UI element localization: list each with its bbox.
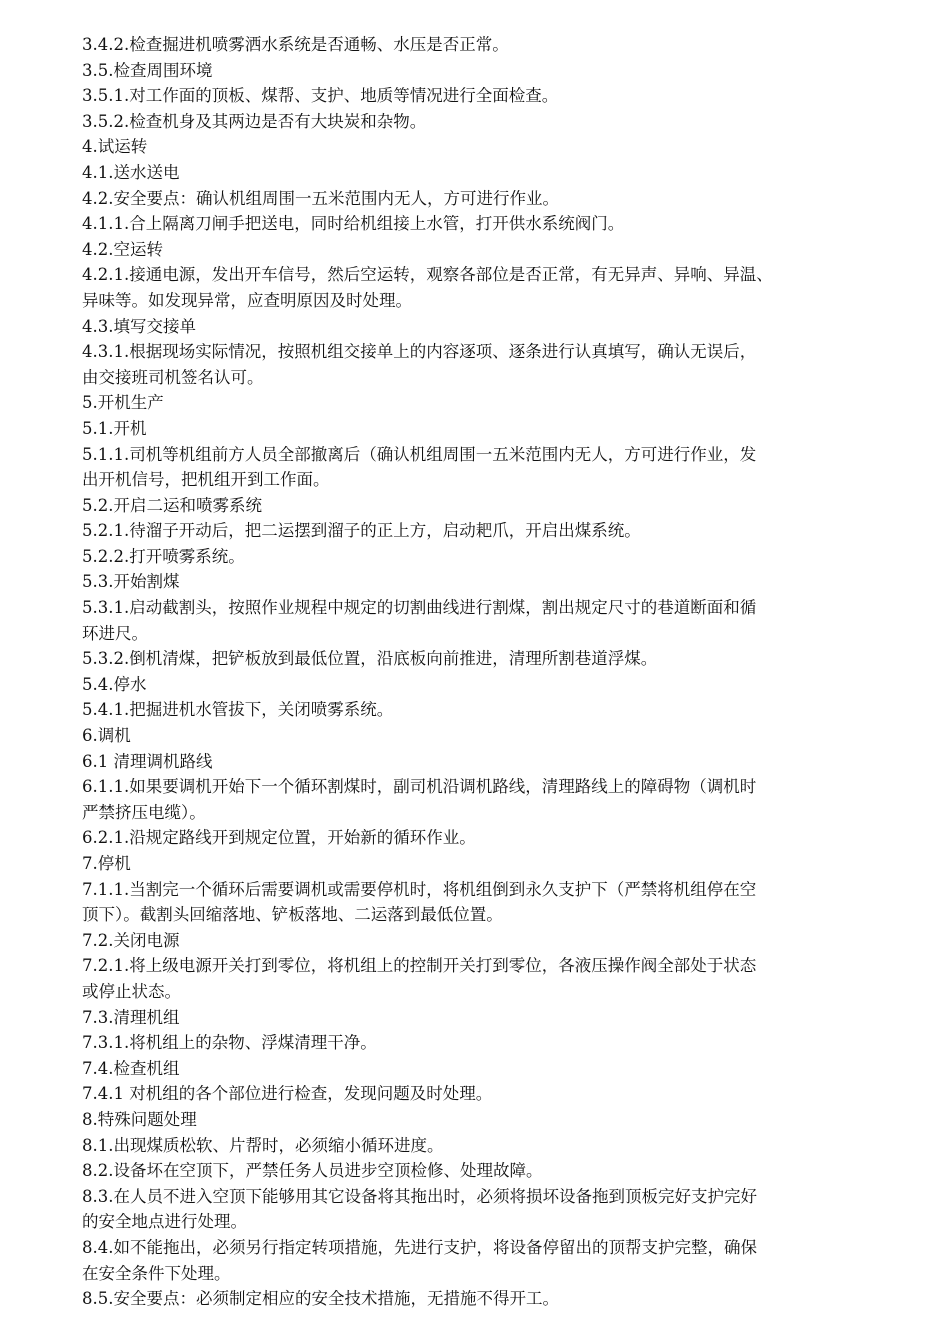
text-line: 8.4.如不能拖出，必须另行指定转项措施，先进行支护，将设备停留出的顶帮支护完整，确保 bbox=[82, 1237, 757, 1257]
text-line: 出开机信号，把机组开到工作面。 bbox=[82, 470, 330, 490]
text-line: 5.3.2.倒机清煤，把铲板放到最低位置，沿底板向前推进，清理所割巷道浮煤。 bbox=[82, 649, 658, 669]
text-line: 严禁挤压电缆）。 bbox=[82, 802, 206, 822]
section-heading: 3.5.检查周围环境 bbox=[82, 60, 213, 80]
section-heading: 7.3.清理机组 bbox=[82, 1007, 180, 1027]
text-line: 在安全条件下处理。 bbox=[82, 1263, 231, 1283]
text-line: 5.4.1.把掘进机水管拔下，关闭喷雾系统。 bbox=[82, 700, 394, 720]
text-line: 由交接班司机签名认可。 bbox=[82, 367, 264, 387]
text-line: 7.3.1.将机组上的杂物、浮煤清理干净。 bbox=[82, 1033, 377, 1053]
section-heading: 5.4.停水 bbox=[82, 674, 147, 694]
text-line: 8.1.出现煤质松软、片帮时，必须缩小循环进度。 bbox=[82, 1135, 444, 1155]
section-heading: 4.1.送水送电 bbox=[82, 162, 180, 182]
section-heading: 6.调机 bbox=[82, 726, 131, 746]
text-line: 5.3.1.启动截割头，按照作业规程中规定的切割曲线进行割煤，割出规定尺寸的巷道断面和循 bbox=[82, 598, 757, 618]
text-line: 7.1.1.当割完一个循环后需要调机或需要停机时，将机组倒到永久支护下（严禁将机组停在空 bbox=[82, 879, 757, 899]
safety-note: 8.5.安全要点：必须制定相应的安全技术措施，无措施不得开工。 bbox=[82, 1289, 559, 1309]
text-line: 6.2.1.沿规定路线开到规定位置，开始新的循环作业。 bbox=[82, 828, 476, 848]
section-heading: 5.1.开机 bbox=[82, 418, 147, 438]
text-line: 8.2.设备坏在空顶下，严禁任务人员进步空顶检修、处理故障。 bbox=[82, 1161, 543, 1181]
text-line: 5.2.1.待溜子开动后，把二运摆到溜子的正上方，启动耙爪，开启出煤系统。 bbox=[82, 521, 641, 541]
section-heading: 5.开机生产 bbox=[82, 393, 164, 413]
section-heading: 4.2.空运转 bbox=[82, 239, 163, 259]
section-heading: 4.3.填写交接单 bbox=[82, 316, 196, 336]
section-heading: 6.1 清理调机路线 bbox=[82, 751, 213, 771]
section-heading: 8.特殊问题处理 bbox=[82, 1109, 197, 1129]
text-line: 3.4.2.检查掘进机喷雾洒水系统是否通畅、水压是否正常。 bbox=[82, 35, 509, 54]
text-line: 3.5.1.对工作面的顶板、煤帮、支护、地质等情况进行全面检查。 bbox=[82, 86, 559, 106]
text-line: 8.3.在人员不进入空顶下能够用其它设备将其拖出时，必须将损坏设备拖到顶板完好支护完好 bbox=[82, 1186, 757, 1206]
section-heading: 4.试运转 bbox=[82, 137, 148, 157]
document-body bbox=[82, 32, 882, 1312]
text-line: 5.1.1.司机等机组前方人员全部撤离后（确认机组周围一五米范围内无人，方可进行作业，发 bbox=[82, 444, 757, 464]
text-line: 7.4.1 对机组的各个部位进行检查，发现问题及时处理。 bbox=[82, 1084, 493, 1104]
text-line: 4.3.1.根据现场实际情况，按照机组交接单上的内容逐项、逐条进行认真填写，确认无误后， bbox=[82, 342, 757, 362]
text-line: 7.2.1.将上级电源开关打到零位，将机组上的控制开关打到零位，各液压操作阀全部处于状态 bbox=[82, 956, 757, 976]
section-heading: 7.2.关闭电源 bbox=[82, 930, 180, 950]
text-line: 6.1.1.如果要调机开始下一个循环割煤时，副司机沿调机路线，清理路线上的障碍物（调机时 bbox=[82, 777, 757, 797]
text-line: 4.1.1.合上隔离刀闸手把送电，同时给机组接上水管，打开供水系统阀门。 bbox=[82, 214, 625, 234]
text-line: 顶下）。截割头回缩落地、铲板落地、二运落到最低位置。 bbox=[82, 905, 503, 925]
text-line: 3.5.2.检查机身及其两边是否有大块炭和杂物。 bbox=[82, 111, 427, 131]
text-line: 的安全地点进行处理。 bbox=[82, 1212, 247, 1232]
text-line: 或停止状态。 bbox=[82, 981, 181, 1001]
safety-note: 4.2.安全要点：确认机组周围一五米范围内无人，方可进行作业。 bbox=[82, 188, 559, 208]
section-heading: 7.停机 bbox=[82, 854, 131, 873]
text-line: 5.2.2.打开喷雾系统。 bbox=[82, 546, 245, 566]
section-heading: 5.3.开始割煤 bbox=[82, 572, 180, 592]
section-heading: 5.2.开启二运和喷雾系统 bbox=[82, 495, 262, 515]
text-line: 4.2.1.接通电源，发出开车信号，然后空运转，观察各部位是否正常，有无异声、异响、异温、 bbox=[82, 265, 773, 285]
section-heading: 7.4.检查机组 bbox=[82, 1058, 180, 1078]
text-line: 环进尺。 bbox=[82, 623, 148, 643]
text-line: 异味等。如发现异常，应查明原因及时处理。 bbox=[82, 290, 412, 310]
